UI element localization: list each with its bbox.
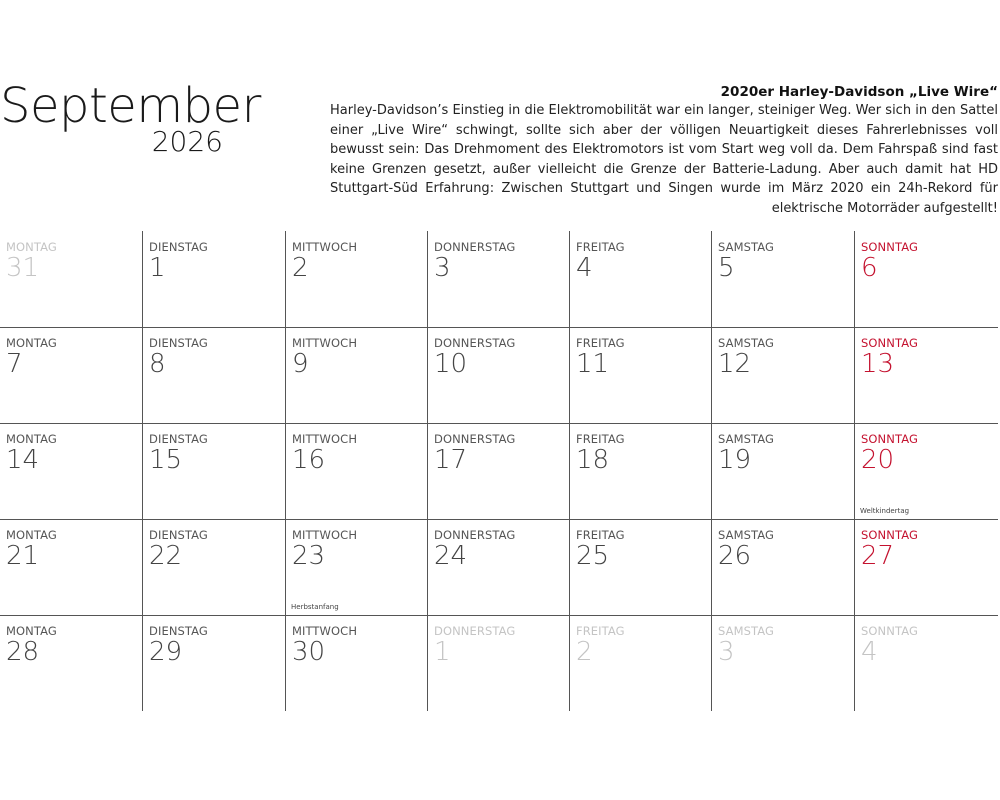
day-number: 18: [576, 445, 610, 475]
day-number: 20: [861, 445, 895, 475]
day-number: 2: [576, 637, 593, 667]
day-cell: [0, 519, 142, 615]
day-number: 7: [6, 349, 23, 379]
day-cell: [427, 615, 570, 711]
day-number: 12: [718, 349, 752, 379]
day-number: 15: [149, 445, 183, 475]
holiday-note: Weltkindertag: [860, 507, 910, 515]
day-cell: [569, 615, 712, 711]
day-cell: [427, 423, 570, 519]
weekday-label: SAMSTAG: [718, 624, 775, 638]
day-cell: [285, 615, 428, 711]
day-cell: [142, 423, 286, 519]
weekday-label: FREITAG: [576, 240, 625, 254]
day-number: 23: [292, 541, 326, 571]
weekday-label: MITTWOCH: [292, 528, 358, 542]
day-cell: [0, 231, 142, 327]
day-cell: [427, 519, 570, 615]
day-number: 10: [434, 349, 468, 379]
weekday-label: SONNTAG: [861, 624, 918, 638]
day-number: 16: [292, 445, 326, 475]
weekday-label: DONNERSTAG: [434, 432, 516, 446]
weekday-label: DIENSTAG: [149, 240, 208, 254]
day-cell: [0, 615, 142, 711]
weekday-label: SONNTAG: [861, 240, 918, 254]
week-row: [0, 231, 998, 328]
day-number: 3: [434, 253, 451, 283]
weekday-label: FREITAG: [576, 528, 625, 542]
day-cell: [854, 231, 999, 327]
year-label: 2026: [151, 125, 223, 158]
weekday-label: FREITAG: [576, 336, 625, 350]
day-number: 21: [6, 541, 40, 571]
weekday-label: DIENSTAG: [149, 528, 208, 542]
weekday-label: SONNTAG: [861, 432, 918, 446]
weekday-label: DIENSTAG: [149, 336, 208, 350]
day-cell: [0, 423, 142, 519]
day-number: 31: [6, 253, 40, 283]
weekday-label: MONTAG: [6, 624, 57, 638]
weekday-label: SAMSTAG: [718, 336, 775, 350]
day-cell: [142, 327, 286, 423]
day-cell: [285, 327, 428, 423]
day-number: 17: [434, 445, 468, 475]
weekday-label: DONNERSTAG: [434, 624, 516, 638]
weekday-label: DONNERSTAG: [434, 528, 516, 542]
week-row: [0, 327, 998, 424]
day-cell: [142, 231, 286, 327]
day-number: 27: [861, 541, 895, 571]
day-number: 22: [149, 541, 183, 571]
day-number: 2: [292, 253, 309, 283]
weekday-label: DONNERSTAG: [434, 240, 516, 254]
day-cell: [569, 519, 712, 615]
calendar-grid: [0, 231, 998, 715]
day-cell: [569, 231, 712, 327]
day-cell: [427, 231, 570, 327]
weekday-label: MITTWOCH: [292, 240, 358, 254]
weekday-label: MONTAG: [6, 528, 57, 542]
day-cell: [142, 519, 286, 615]
weekday-label: DONNERSTAG: [434, 336, 516, 350]
day-cell: [285, 231, 428, 327]
day-number: 11: [576, 349, 610, 379]
day-cell: [711, 231, 855, 327]
weekday-label: MONTAG: [6, 336, 57, 350]
day-number: 4: [861, 637, 878, 667]
day-cell: [711, 423, 855, 519]
day-number: 14: [6, 445, 40, 475]
weekday-label: MONTAG: [6, 432, 57, 446]
day-cell: [711, 615, 855, 711]
day-number: 24: [434, 541, 468, 571]
weekday-label: MITTWOCH: [292, 432, 358, 446]
day-number: 8: [149, 349, 166, 379]
holiday-note: Herbstanfang: [291, 603, 339, 611]
weekday-label: MITTWOCH: [292, 624, 358, 638]
day-number: 19: [718, 445, 752, 475]
day-number: 1: [149, 253, 166, 283]
day-cell: [0, 327, 142, 423]
month-title: September: [0, 78, 261, 134]
day-cell: [427, 327, 570, 423]
day-number: 29: [149, 637, 183, 667]
day-cell: [285, 423, 428, 519]
weekday-label: FREITAG: [576, 432, 625, 446]
week-row: [0, 615, 998, 711]
day-cell: [854, 519, 999, 615]
day-number: 28: [6, 637, 40, 667]
day-number: 30: [292, 637, 326, 667]
day-number: 25: [576, 541, 610, 571]
weekday-label: SAMSTAG: [718, 240, 775, 254]
day-cell: [854, 615, 999, 711]
week-row: [0, 423, 998, 520]
day-number: 1: [434, 637, 451, 667]
week-row: [0, 519, 998, 616]
day-number: 3: [718, 637, 735, 667]
story-block: [330, 83, 998, 218]
day-number: 13: [861, 349, 895, 379]
story-title: 2020er Harley-Davidson „Live Wire“: [720, 84, 998, 100]
day-cell: [854, 423, 999, 519]
weekday-label: DIENSTAG: [149, 432, 208, 446]
day-cell: [285, 519, 428, 615]
weekday-label: SAMSTAG: [718, 432, 775, 446]
day-number: 6: [861, 253, 878, 283]
weekday-label: MITTWOCH: [292, 336, 358, 350]
day-cell: [711, 327, 855, 423]
weekday-label: SONNTAG: [861, 528, 918, 542]
weekday-label: DIENSTAG: [149, 624, 208, 638]
day-cell: [711, 519, 855, 615]
weekday-label: SAMSTAG: [718, 528, 775, 542]
day-cell: [569, 327, 712, 423]
day-number: 5: [718, 253, 735, 283]
weekday-label: FREITAG: [576, 624, 625, 638]
story-text: Harley-Davidson’s Einstieg in die Elektromobilität war ein langer, steiniger Weg. Wer sich in den Sattel einer „Live Wire“ schwingt, sollte sich aber der völligen Neuartigkeit dieses Fahrerlebnisses voll bewusst sein: Das Drehmoment des Elektromotors ist vom Start weg voll da. Dem Fahrspaß sind fast keine Grenzen gesetzt, außer vielleicht die Grenze der Batterie-Ladung. Aber auch damit hat HD Stuttgart-Süd Erfahrung: Zwischen Stuttgart und Singen wurde im März 2020 ein 24h-Rekord für elektrische Motorräder aufgestellt!: [330, 103, 998, 216]
day-cell: [854, 327, 999, 423]
day-cell: [142, 615, 286, 711]
weekday-label: SONNTAG: [861, 336, 918, 350]
day-cell: [569, 423, 712, 519]
day-number: 9: [292, 349, 309, 379]
weekday-label: MONTAG: [6, 240, 57, 254]
day-number: 26: [718, 541, 752, 571]
day-number: 4: [576, 253, 593, 283]
